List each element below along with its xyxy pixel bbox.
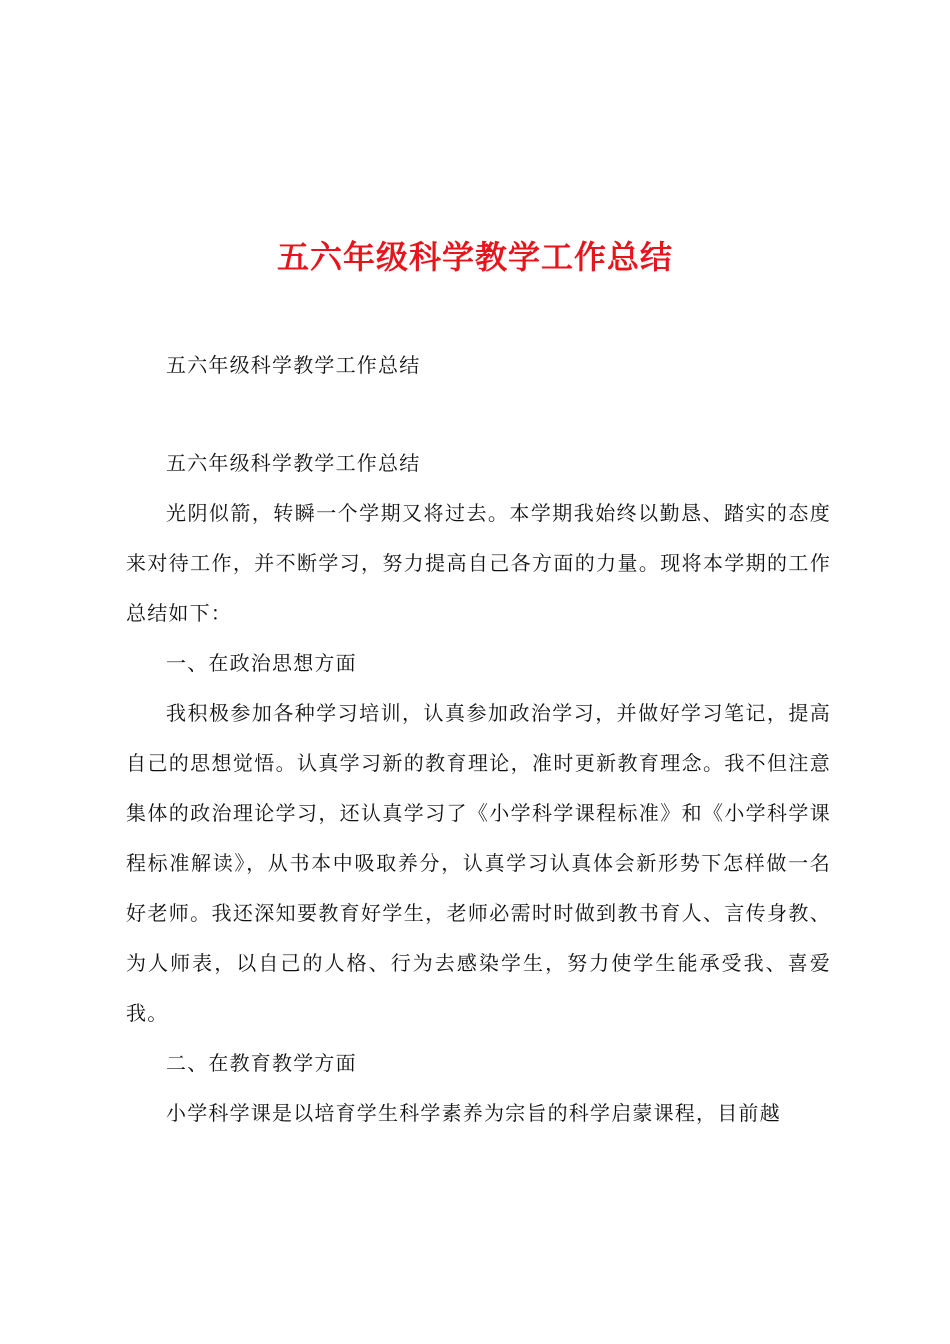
paragraph-teaching: 小学科学课是以培育学生科学素养为宗旨的科学启蒙课程，目前越 [166,1101,781,1125]
document-subtitle-repeat: 五六年级科学教学工作总结 [166,451,421,475]
section-heading-politics: 一、在政治思想方面 [166,651,357,675]
paragraph-intro: 光阴似箭，转瞬一个学期又将过去。本学期我始终以勤恳、踏实的态度来对待工作，并不断学习，努力提高自己各方面的力量。现将本学期的工作总结如下： [126,501,831,625]
document-body [126,340,831,1138]
section-heading-teaching: 二、在教育教学方面 [166,1051,357,1075]
document-title: 五六年级科学教学工作总结 [276,238,673,277]
document-subtitle: 五六年级科学教学工作总结 [166,353,421,377]
paragraph-politics: 我积极参加各种学习培训，认真参加政治学习，并做好学习笔记，提高自己的思想觉悟。认真学习新的教育理论，准时更新教育理念。我不但注意集体的政治理论学习，还认真学习了《小学科学课程标准》和《小学科学课程标准解读》，从书本中吸取养分，认真学习认真体会新形势下怎样做一名好老师。我还深知要教育好学生，老师必需时时做到教书育人、言传身教、为人师表，以自己的人格、行为去感染学生，努力使学生能承受我、喜爱我。 [126,701,831,1025]
